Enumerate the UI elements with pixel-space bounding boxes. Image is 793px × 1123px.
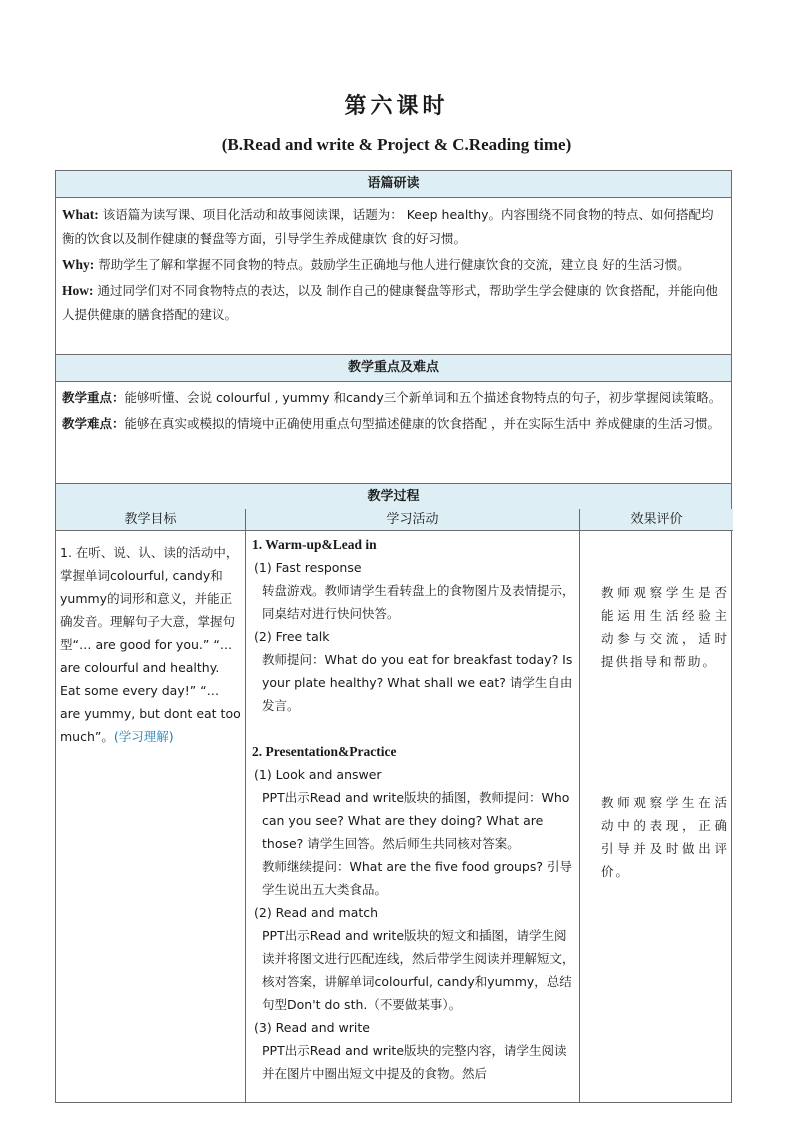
read-and-write-title: (3) Read and write <box>254 1020 370 1035</box>
key-point-paragraph <box>62 386 725 410</box>
what-text: 该语篇为读写课、项目化活动和故事阅读课，话题为： Keep healthy。内容围绕不同食物的特点、如何搭配均衡的饮食以及制作健康的餐盘等方面，引导学生养成健康饮 食的好习惯。 <box>62 207 714 246</box>
why-text: 帮助学生了解和掌握不同食物的特点。鼓励学生正确地与他人进行健康饮食的交流，建立良 好的生活习惯。 <box>94 257 690 272</box>
difficulty-label: 教学难点： <box>62 416 125 431</box>
teaching-goal-text: 1. 在听、说、认、读的活动中，掌握单词colourful, candy和yummy的词形和意义，并能正确发音。理解句子大意，掌握句型“… are good for you.” “… are colourful and healthy. Eat some every day!” “… are yummy, but dont eat too much”。 <box>60 545 241 744</box>
column-header-evaluation: 效果评价 <box>580 509 733 531</box>
what-paragraph <box>62 203 725 251</box>
lesson-table <box>55 170 732 1103</box>
spacer <box>252 717 576 740</box>
evaluation-text-2: 教师观察学生在活动中的表现，正确引导并及时做出评价。 <box>601 795 729 879</box>
fast-response-text: 转盘游戏。教师请学生看转盘上的食物图片及表情提示，同桌结对进行快问快答。 <box>262 583 575 621</box>
column-divider <box>579 509 580 1102</box>
read-and-write-text: PPT出示Read and write版块的完整内容，请学生阅读并在图片中圈出短文中提及的食物。然后 <box>262 1043 567 1081</box>
what-label: What: <box>62 207 99 222</box>
difficulty-text: 能够在真实或模拟的情境中正确使用重点句型描述健康的饮食搭配 ，并在实际生活中 养成健康的生活习惯。 <box>124 416 720 431</box>
page-subtitle: (B.Read and write & Project & C.Reading time) <box>221 135 572 154</box>
section-heading-text-analysis: 语篇研读 <box>56 171 731 198</box>
key-point-label: 教学重点： <box>62 390 125 405</box>
teaching-goal-cell <box>58 533 244 1102</box>
how-text: 通过同学们对不同食物特点的表达，以及 制作自己的健康餐盘等形式，帮助学生学会健康的 饮食搭配，并能向他人提供健康的膳食搭配的建议。 <box>62 283 718 322</box>
difficulty-paragraph <box>62 412 725 436</box>
column-header-goal: 教学目标 <box>56 509 245 531</box>
read-and-match-text: PPT出示Read and write版块的短文和插图，请学生阅读并将图文进行匹配连线，然后带学生阅读并理解短文，核对答案，讲解单词colourful, candy和yummy，总结句型Don't do sth.（不要做某事）。 <box>262 928 575 1012</box>
step-presentation-title: 2. Presentation&Practice <box>252 744 397 759</box>
look-and-answer-title: (1) Look and answer <box>254 767 382 782</box>
column-header-activity: 学习活动 <box>246 509 579 531</box>
learning-activity-cell <box>248 533 578 1102</box>
key-point-text: 能够听懂、会说 colourful , yummy 和candy三个新单词和五个描述食物特点的句子，初步掌握阅读策略。 <box>124 390 722 405</box>
teaching-goal-tag: (学习理解) <box>113 729 174 744</box>
why-paragraph <box>62 253 725 277</box>
section-heading-teaching-process: 教学过程 <box>56 484 731 511</box>
fast-response-title: (1) Fast response <box>254 560 362 575</box>
key-points-body <box>56 382 731 482</box>
look-and-answer-text: PPT出示Read and write版块的插图，教师提问：Who can you see? What are they doing? What are those? 请学生回答。然后师生共同核对答案。 <box>262 790 570 851</box>
how-label: How: <box>62 283 94 298</box>
step-warm-up-title: 1. Warm-up&Lead in <box>252 537 377 552</box>
look-and-answer-text-2: 教师继续提问：What are the five food groups? 引导学生说出五大类食品。 <box>262 859 572 897</box>
evaluation-text-1: 教师观察学生是否能运用生活经验主动参与交流，适时提供指导和帮助。 <box>601 585 729 669</box>
free-talk-text: 教师提问：What do you eat for breakfast today? Is your plate healthy? What shall we eat? 请学生自由发言。 <box>262 652 573 713</box>
free-talk-title: (2) Free talk <box>254 629 330 644</box>
read-and-match-title: (2) Read and match <box>254 905 379 920</box>
page-title: 第六课时 <box>344 93 449 119</box>
evaluation-cell <box>583 533 731 1102</box>
why-label: Why: <box>62 257 95 272</box>
how-paragraph <box>62 279 725 327</box>
column-divider <box>245 509 246 1102</box>
text-analysis-body <box>56 199 731 351</box>
section-heading-key-points: 教学重点及难点 <box>56 355 731 382</box>
